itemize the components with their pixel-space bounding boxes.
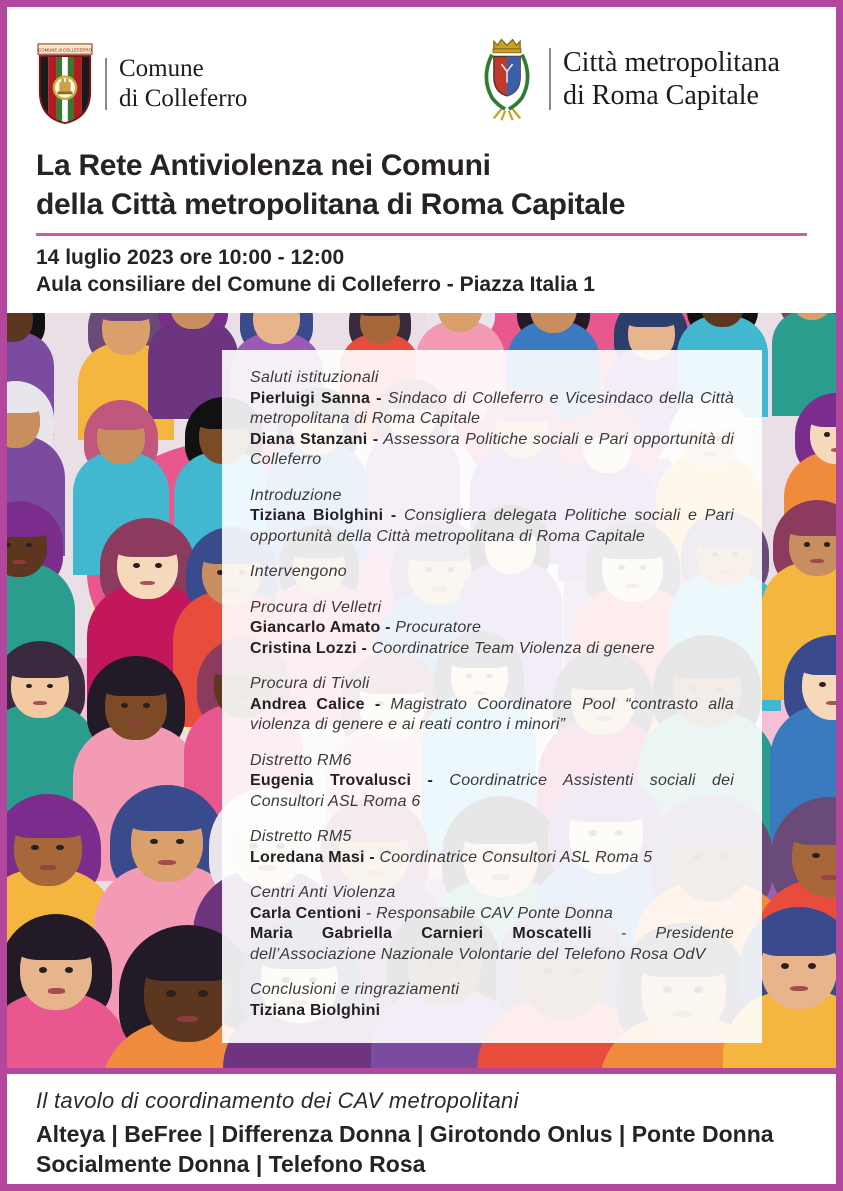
program-entry	[250, 695, 734, 736]
person-name: Andrea Calice -	[250, 695, 381, 713]
program-entry	[250, 848, 734, 869]
figure-eye	[824, 542, 830, 547]
colleferro-logo-text	[119, 54, 247, 114]
program-section-heading: Saluti istituzionali	[250, 369, 379, 386]
person-role: Consigliera delegata Politiche sociali e Pari opportunità della Città metropolitana di Roma Capitale	[250, 507, 734, 545]
figure-eye	[824, 432, 830, 436]
person-role: - Presidente dell’Associazione Nazionale Volontarie del Telefono Rosa OdV	[250, 925, 735, 963]
event-title	[36, 146, 625, 224]
title-rule	[36, 233, 807, 236]
program-entry	[250, 389, 734, 430]
person-role: Magistrato Coordinatore Pool “contrasto alla violenza di genere e ai reati contro i minori”	[250, 695, 735, 733]
figure-eye	[166, 990, 176, 997]
program-section-heading: Introduzione	[250, 486, 342, 504]
colleferro-logo-line2: di Colleferro	[119, 85, 248, 112]
figure-fringe	[625, 313, 677, 327]
program-entry	[250, 904, 734, 925]
person-name: Tiziana Biolghini	[250, 1001, 381, 1019]
program-section	[250, 980, 734, 1021]
program-entry	[250, 506, 734, 547]
colleferro-logo	[37, 43, 247, 125]
program-entry	[250, 1001, 734, 1022]
figure-mouth	[12, 560, 26, 564]
program-entry	[250, 771, 734, 812]
figure-fringe	[10, 804, 85, 838]
person-role: Coordinatrice Consultori ASL Roma 5	[374, 848, 653, 866]
figure-mouth	[40, 865, 56, 870]
figure-eye	[804, 542, 810, 547]
program-section	[250, 827, 734, 868]
person-name: Loredana Masi -	[250, 848, 375, 866]
figure-eye	[39, 967, 47, 973]
figure-eye	[133, 563, 140, 568]
person-role: Sindaco di Colleferro e Vicesindaco della Città metropolitana di Roma Capitale	[250, 389, 734, 427]
footer	[7, 1068, 836, 1184]
citta-metropolitana-logo-line1: Città metropolitana	[563, 47, 780, 78]
colleferro-logo-line1: Comune	[119, 55, 204, 82]
citta-metropolitana-logo	[477, 35, 780, 123]
person-role: - Responsabile CAV Ponte Donna	[361, 904, 613, 922]
figure-eye	[198, 990, 208, 997]
figure-mouth	[177, 1016, 198, 1022]
program-section-heading: Procura di Velletri	[250, 598, 382, 616]
figure-eye	[819, 682, 826, 687]
person-role: Coordinatrice Assistenti sociali dei Consultori ASL Roma 6	[250, 772, 734, 810]
figure-mouth	[128, 721, 143, 725]
person-name: Diana Stanzani -	[250, 430, 379, 448]
program-section	[250, 598, 734, 660]
figure-mouth	[48, 988, 65, 993]
person-name: Eugenia Trovalusci -	[250, 772, 434, 789]
figure-eye	[65, 967, 73, 973]
person-name: Giancarlo Amato -	[250, 619, 391, 636]
program-section	[250, 368, 734, 471]
event-datetime: 14 luglio 2023 ore 10:00 - 12:00	[36, 246, 345, 269]
figure-fringe	[102, 665, 171, 696]
figure-eye	[150, 839, 158, 845]
event-location: Aula consiliare del Comune di Colleferro - Piazza Italia 1	[36, 273, 595, 296]
footer-orgs-line2: Socialmente Donna | Telefono Rosa	[36, 1151, 426, 1177]
person-role: Coordinatrice Team Violenza di genere	[366, 639, 655, 657]
program-section-heading: Distretto RM5	[250, 828, 352, 845]
footer-heading: Il tavolo di coordinamento dei CAV metropolitani	[36, 1088, 519, 1113]
program-section	[250, 486, 734, 548]
figure-fringe	[8, 649, 72, 678]
program-section	[250, 883, 734, 965]
program-panel	[222, 350, 762, 1043]
figure-fringe	[358, 313, 402, 316]
program-section	[250, 562, 734, 583]
figure-eye	[143, 703, 150, 708]
person-name: Pierluigi Sanna -	[250, 389, 382, 407]
program-entry	[250, 639, 734, 660]
figure-mouth	[831, 448, 836, 452]
program-section	[250, 751, 734, 813]
citta-metropolitana-logo-text	[563, 46, 780, 112]
citta-metropolitana-crest-icon	[477, 35, 537, 123]
figure-fringe	[95, 406, 148, 430]
logo-divider	[105, 58, 107, 110]
figure-fringe	[757, 918, 836, 956]
program-section-heading: Intervengono	[250, 563, 348, 580]
person-name: Cristina Lozzi -	[250, 639, 367, 657]
figure-fringe	[17, 924, 96, 960]
person-name: Tiziana Biolghini -	[250, 507, 397, 524]
footer-orgs-line1: Alteya | BeFree | Differenza Donna | Girotondo Onlus | Ponte Donna	[36, 1121, 774, 1147]
person-role: Assessora Politiche sociali e Pari opportunità di Colleferro	[250, 430, 735, 468]
logo-divider	[549, 48, 551, 110]
event-title-line1: La Rete Antiviolenza nei Comuni	[36, 149, 491, 182]
figure-mouth	[33, 701, 47, 705]
citta-metropolitana-logo-line2: di Roma Capitale	[563, 80, 759, 111]
figure-fringe	[99, 313, 152, 321]
figure-eye	[155, 563, 162, 568]
figure-fringe	[114, 526, 181, 557]
program-section-heading: Distretto RM6	[250, 751, 352, 769]
program-entry	[250, 430, 734, 471]
svg-text:COMUNE di COLLEFERRO: COMUNE di COLLEFERRO	[38, 47, 92, 53]
figure-eye	[176, 839, 184, 845]
figure-mouth	[821, 875, 836, 880]
program-section-heading: Centri Anti Violenza	[250, 884, 396, 901]
event-title-line2: della Città metropolitana di Roma Capitale	[36, 188, 626, 221]
program-entry	[250, 618, 734, 639]
figure-eye	[121, 703, 128, 708]
program-entry	[250, 924, 734, 965]
program-section-heading: Procura di Tivoli	[250, 675, 370, 692]
event-details	[36, 244, 595, 298]
person-name: Maria Gabriella Carnieri Moscatelli	[250, 925, 592, 942]
person-name: Carla Centioni	[250, 904, 362, 922]
figure-eye	[56, 845, 64, 850]
figure-fringe	[786, 508, 836, 536]
person-role: Procuratore	[390, 619, 482, 636]
colleferro-crest-icon	[37, 43, 93, 125]
figure-mouth	[810, 559, 824, 563]
program-section	[250, 674, 734, 736]
program-section-heading: Conclusioni e ringraziamenti	[250, 981, 460, 998]
